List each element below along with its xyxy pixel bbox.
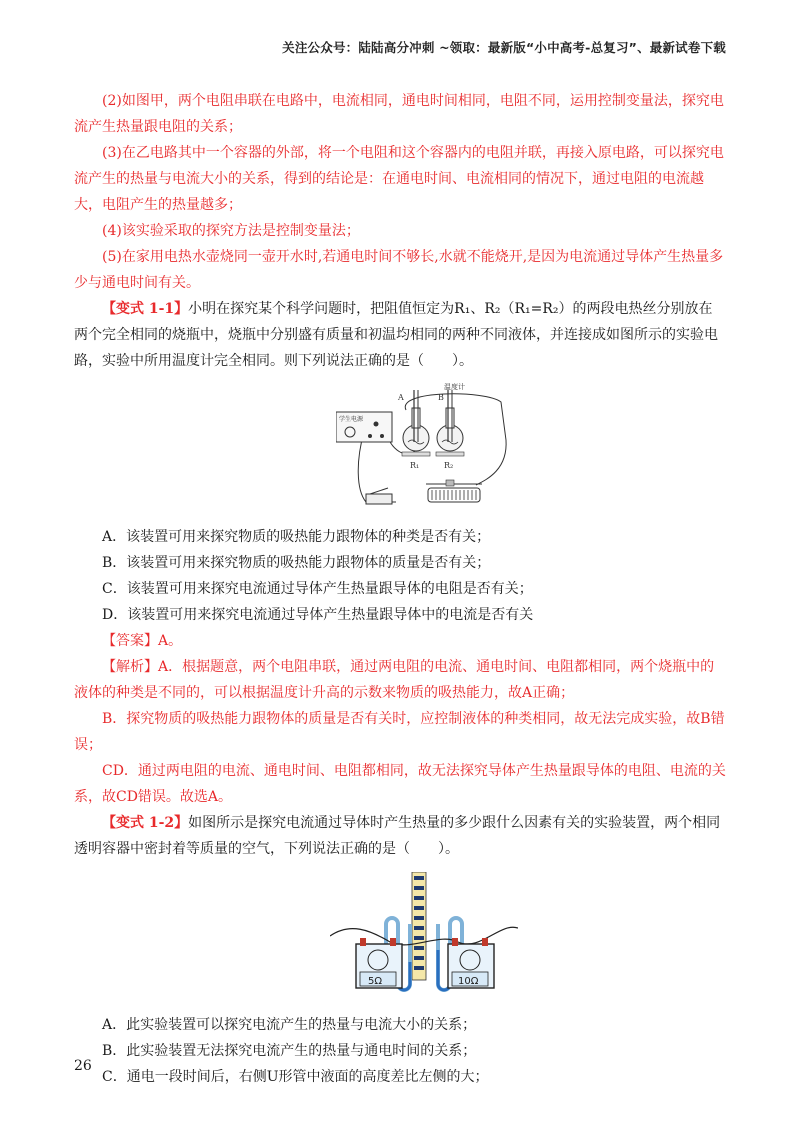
question-2-option-c: C．通电一段时间后，右侧U形管中液面的高度差比左侧的大；: [102, 1069, 489, 1085]
power-supply-label: 学生电源: [339, 416, 364, 423]
answer-paragraph-2: (2)如图甲，两个电阻串联在电路中，电流相同，通电时间相同，电阻不同，运用控制变量法，探究电流产生热量跟电阻的关系；: [74, 93, 724, 135]
question-1-analysis-b: B．探究物质的吸热能力跟物体的质量是否有关时，应控制液体的种类相同，故无法完成实验，故B错误；: [74, 711, 725, 753]
question-1-option-d: D．该装置可用来探究电流通过导体产生热量跟导体中的电流是否有关: [102, 607, 534, 623]
label-b: B: [438, 393, 444, 402]
flask-a: [403, 425, 429, 451]
page-number: 26: [74, 1058, 92, 1074]
question-2-tag: 【变式 1-2】: [102, 815, 189, 831]
question-2-stem: [74, 810, 726, 862]
answer-paragraph-3: (3)在乙电路其中一个容器的外部，将一个电阻和这个容器内的电阻并联，再接入原电路，可以探究电流产生的热量与电流大小的关系，得到的结论是：在通电时间、电流相同的情况下，通过电阻的电流越大，电阻产生的热量越多；: [74, 145, 724, 213]
question-1-text: 小明在探究某个科学问题时，把阻值恒定为R₁、R₂（R₁=R₂）的两段电热丝分别放在两个完全相同的烧瓶中，烧瓶中分别盛有质量和初温均相同的两种不同液体，并连接成如图所示的实验电路，实验中所用温度计完全相同。则下列说法正确的是（ ）。: [74, 301, 718, 369]
question-2-text: 如图所示是探究电流通过导体时产生热量的多少跟什么因素有关的实验装置，两个相同透明容器中密封着等质量的空气，下列说法正确的是（ ）。: [74, 815, 721, 857]
question-1-answer: [74, 628, 726, 654]
analysis-text-a: A．根据题意，两个电阻串联，通过两电阻的电流、通电时间、电阻都相同，两个烧瓶中的液体的种类是不同的，可以根据温度计升高的示数来物质的吸热能力，故A正确；: [74, 659, 715, 701]
question-1-stem: [74, 296, 726, 374]
page-header: 关注公众号：陆陆高分冲刺 ~领取：最新版“小中高考-总复习”、最新试卷下载: [282, 40, 726, 55]
circuit-figure-1: [336, 380, 516, 512]
label-r1: R₁: [410, 461, 420, 470]
switch: [366, 494, 392, 504]
answer-text: A。: [158, 633, 183, 649]
apparatus-figure-2: [330, 872, 518, 1002]
answer-paragraph-5: (5)在家用电热水壶烧同一壶开水时,若通电时间不够长,水就不能烧开,是因为电流通过导体产生热量多少与通电时间有关。: [74, 249, 724, 291]
analysis-tag: 【解析】: [102, 659, 158, 675]
question-1-tag: 【变式 1-1】: [102, 301, 189, 317]
question-1-option-a: A．该装置可用来探究物质的吸热能力跟物体的种类是否有关；: [102, 529, 491, 545]
label-r2: R₂: [444, 461, 454, 470]
question-1-analysis-a: [74, 654, 726, 706]
question-2-option-b: B．此实验装置无法探究电流产生的热量与通电时间的关系；: [102, 1043, 477, 1059]
question-1-analysis-cd: CD．通过两电阻的电流、通电时间、电阻都相同，故无法探究导体产生热量跟导体的电阻、电流的关系，故CD错误。故选A。: [74, 763, 726, 805]
label-a: A: [398, 393, 404, 402]
flask-b: [437, 425, 463, 451]
label-thermometer: 温度计: [444, 383, 465, 391]
question-2-option-a: A．此实验装置可以探究电流产生的热量与电流大小的关系；: [102, 1017, 477, 1033]
left-resistance-label: 5Ω: [368, 976, 383, 987]
question-1-option-c: C．该装置可用来探究电流通过导体产生热量跟导体的电阻是否有关；: [102, 581, 533, 597]
right-resistance-label: 10Ω: [458, 976, 479, 987]
page-content: [74, 88, 726, 1090]
question-1-option-b: B．该装置可用来探究物质的吸热能力跟物体的质量是否有关；: [102, 555, 491, 571]
answer-tag: 【答案】: [102, 633, 158, 649]
answer-paragraph-4: (4)该实验采取的探究方法是控制变量法；: [102, 223, 360, 239]
